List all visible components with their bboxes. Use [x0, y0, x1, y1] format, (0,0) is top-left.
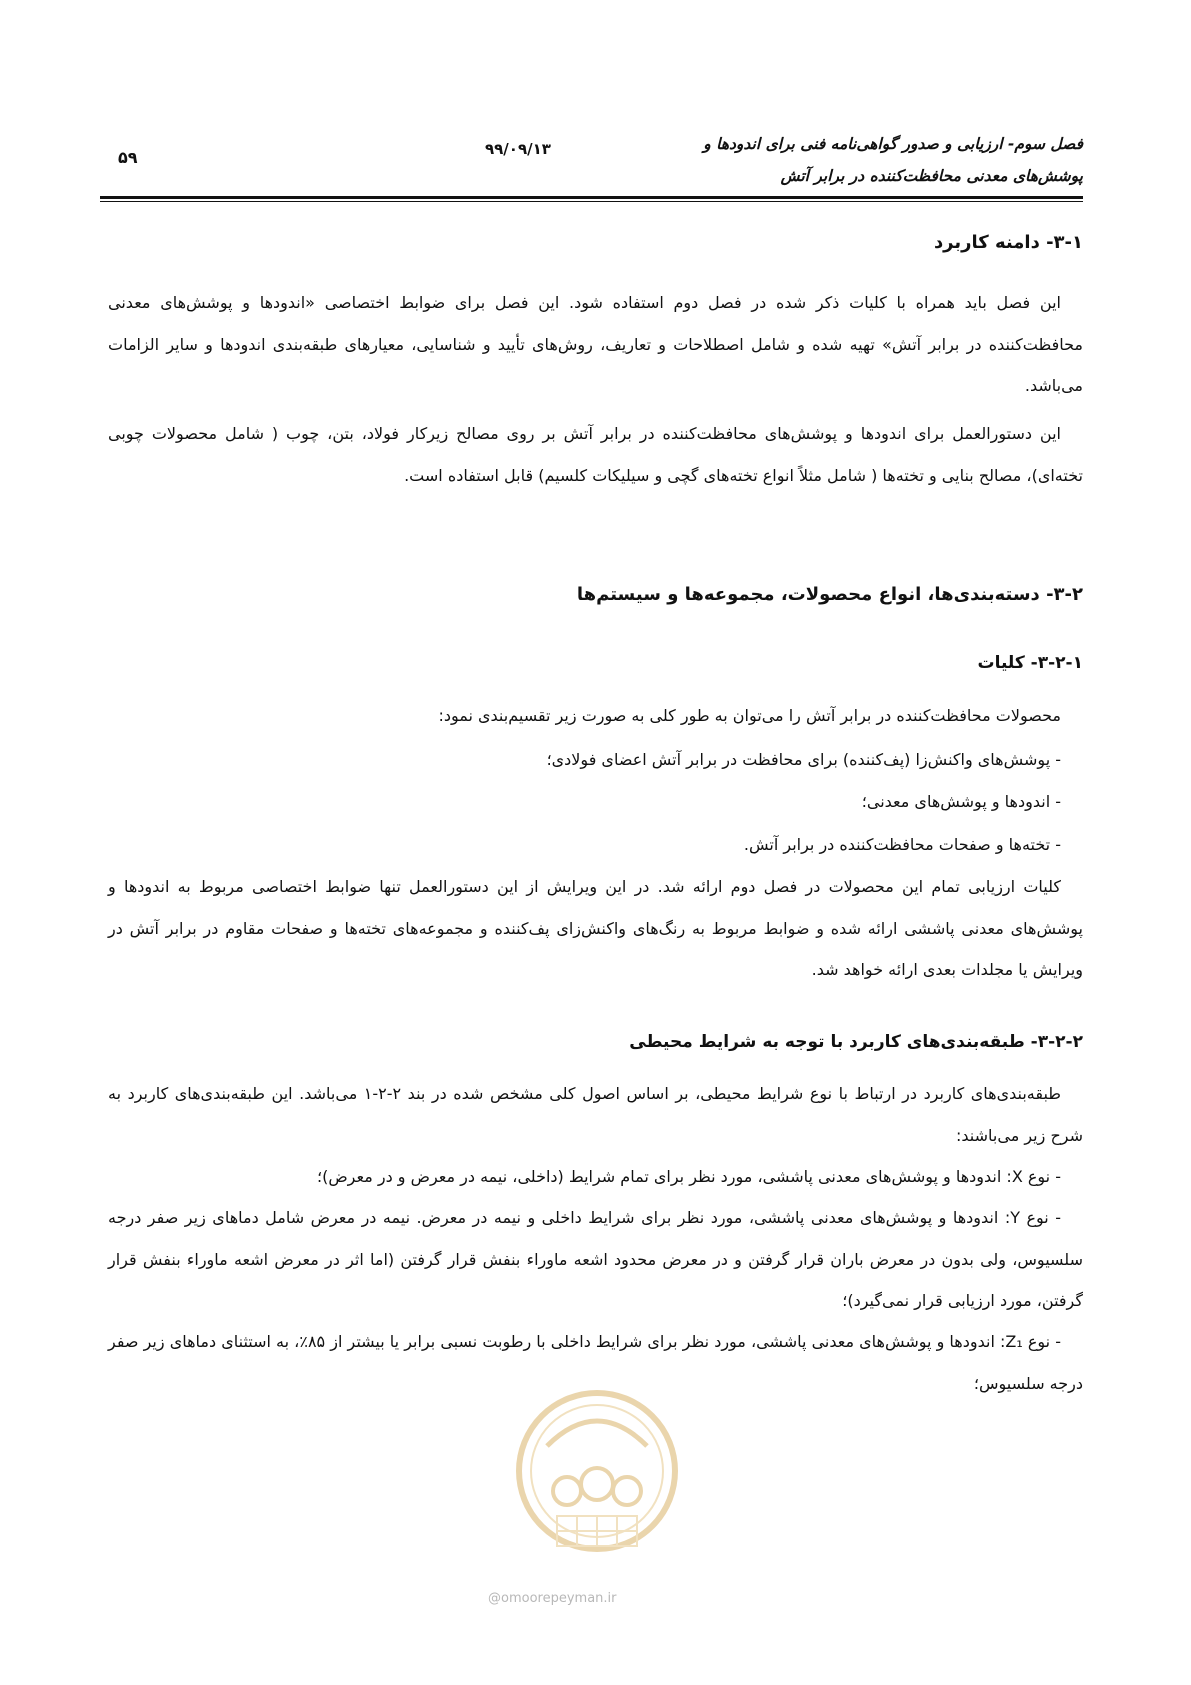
section-heading-3-2-2: ۳-۲-۲- طبقه‌بندی‌های کاربرد با توجه به شرایط محیطی — [629, 1032, 1083, 1052]
chapter-title-line-2: پوشش‌های معدنی محافظت‌کننده در برابر آتش — [780, 167, 1083, 185]
class-y-item: - نوع Y: اندودها و پوشش‌های معدنی پاششی، مورد نظر برای شرایط داخلی و نیمه در معرض. نیمه در معرض شامل دماهای زیر صفر درجه سلسیوس، ولی بدون در معرض باران قرار گرفتن و در معرض محدود اشعه ماوراء بنفش قرار گرفتن (اما اثر در معرض اشعه ماوراء بنفش قرار گرفتن، مورد ارزیابی قرار نمی‌گیرد)؛ — [108, 1208, 1083, 1310]
paragraph-3-1-a: این فصل باید همراه با کلیات ذکر شده در فصل دوم استفاده شود. این فصل برای ضوابط اختصاصی «اندودها و پوشش‌های معدنی محافظت‌کننده در برابر آتش» تهیه شده و شامل اصطلاحات و تعاریف، روش‌های تأیید و شناسایی، معیارهای طبقه‌بندی اندودها و سایر الزامات می‌باشد. — [108, 293, 1083, 395]
section-heading-3-1: ۳-۱- دامنه کاربرد — [933, 232, 1083, 253]
chapter-title-line-1: فصل سوم- ارزیابی و صدور گواهی‌نامه فنی برای اندودها و — [703, 135, 1083, 153]
section-heading-3-2: ۳-۲- دسته‌بندی‌ها، انواع محصولات، مجموعه‌ها و سیستم‌ها — [576, 584, 1083, 605]
paragraph-3-2-1-intro: محصولات محافظت‌کننده در برابر آتش را می‌توان به طور کلی به صورت زیر تقسیم‌بندی نمود: — [438, 706, 1061, 725]
list-item: - تخته‌ها و صفحات محافظت‌کننده در برابر آتش. — [743, 835, 1061, 854]
paragraph-3-1-b: این دستورالعمل برای اندودها و پوشش‌های محافظت‌کننده در برابر آتش بر روی مصالح زیرکار فولاد، بتن، چوب ( شامل محصولات چوبی تخته‌ای)، مصالح بنایی و تخته‌ها ( شامل مثلاً انواع تخته‌های گچی و سیلیکات کلسیم) قابل استفاده است. — [108, 424, 1083, 485]
paragraph-3-2-1-b: کلیات ارزیابی تمام این محصولات در فصل دوم ارائه شد. در این ویرایش از این دستورالعمل تنها ضوابط اختصاصی مربوط به اندودها و پوشش‌های معدنی پاششی ارائه شده و ضوابط مربوط به رنگ‌های واکنش‌زای پف‌کننده و مجموعه‌های تخته‌ها و صفحات مقاوم در برابر آتش در ویرایش یا مجلدات بعدی ارائه خواهد شد. — [108, 877, 1083, 979]
header-divider — [100, 196, 1083, 199]
header-date: ۹۹/۰۹/۱۳ — [485, 140, 551, 158]
chapter-title — [703, 128, 1083, 192]
header-divider-thin — [100, 201, 1083, 202]
list-item: - پوشش‌های واکنش‌زا (پف‌کننده) برای محافظت در برابر آتش اعضای فولادی؛ — [546, 750, 1061, 769]
watermark-url: @omoorepeyman.ir — [488, 1591, 617, 1606]
page-header — [100, 128, 1083, 200]
list-item: - اندودها و پوشش‌های معدنی؛ — [861, 792, 1061, 811]
section-heading-3-2-1: ۳-۲-۱- کلیات — [977, 653, 1083, 673]
class-z1-item: - نوع Z₁: اندودها و پوشش‌های معدنی پاششی، مورد نظر برای شرایط داخلی با رطوبت نسبی برابر یا بیشتر از ۸۵٪، به استثنای دماهای زیر صفر درجه سلسیوس؛ — [108, 1332, 1083, 1393]
class-x-item: - نوع X: اندودها و پوشش‌های معدنی پاششی، مورد نظر برای تمام شرایط (داخلی، نیمه در معرض و در معرض)؛ — [316, 1167, 1061, 1186]
page-number: ۵۹ — [118, 148, 138, 167]
watermark-seal — [512, 1376, 682, 1581]
paragraph-3-2-2-intro: طبقه‌بندی‌های کاربرد در ارتباط با نوع شرایط محیطی، بر اساس اصول کلی مشخص شده در بند ۲-۲-۱ می‌باشد. این طبقه‌بندی‌های کاربرد به شرح زیر می‌باشند: — [108, 1084, 1083, 1145]
